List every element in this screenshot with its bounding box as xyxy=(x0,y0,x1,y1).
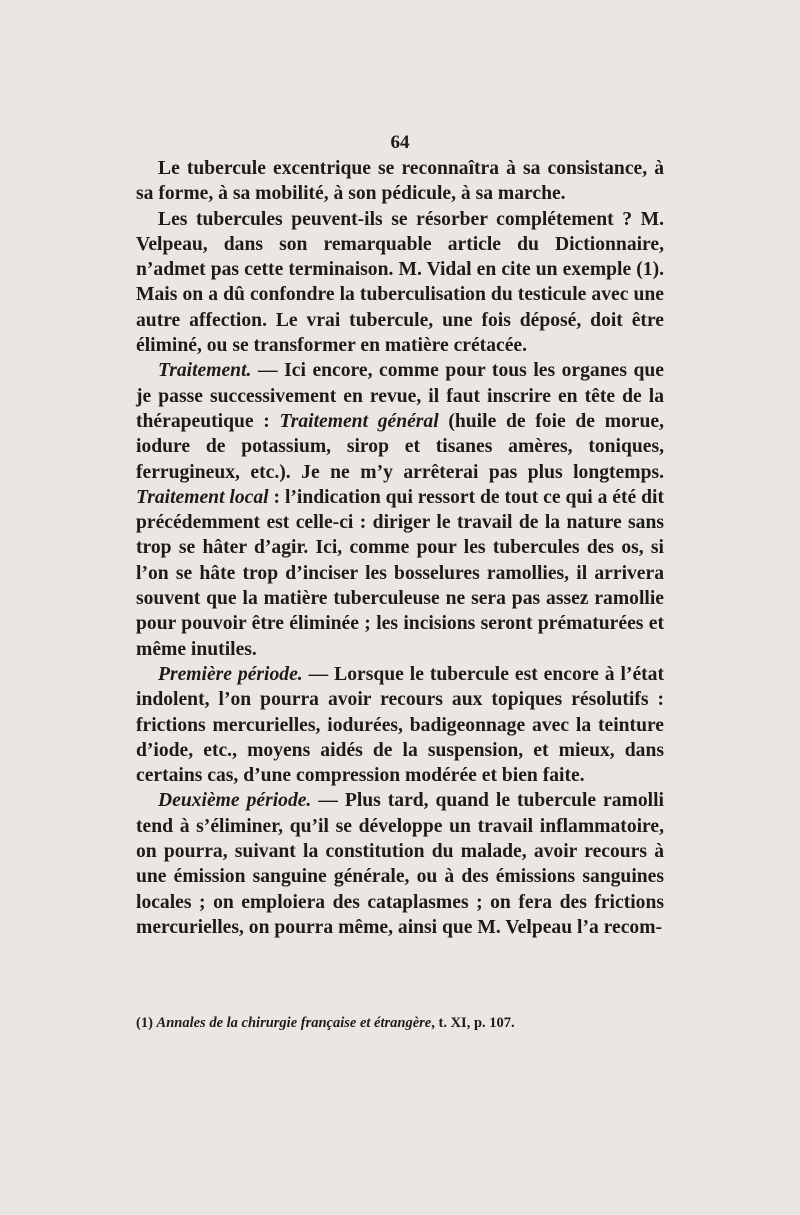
paragraph-text: Le tubercule excentrique se reconnaîtra à sa consistance, à sa forme, à sa mobilité, à son pédicule, à sa marche. xyxy=(136,158,664,205)
paragraph-text: : l’indication qui ressort de tout ce qui a été dit précédemment est celle-ci : diriger le travail de la nature sans trop se hâter d’agir. Ici, comme pour les tubercules des os, si l’on se hâte trop d’inciser les bosselures ramollies, il arrivera souvent que la matière tuberculeuse ne sera pas assez ramollie pour pouvoir être éliminée ; les incisions seront prématurées et même inutiles. xyxy=(136,486,664,660)
paragraph-treatment xyxy=(136,358,664,662)
paragraph-first-period xyxy=(136,662,664,788)
page-number: 64 xyxy=(390,132,410,153)
section-heading-premiere-periode: Première période. xyxy=(158,663,303,685)
term-traitement-local: Traitement local xyxy=(136,486,269,508)
paragraph-text: Les tubercules peuvent-ils se résorber complétement ? M. Velpeau, dans son remarquable article du Dictionnaire, n’admet pas cette terminaison. M. Vidal en cite un exemple (1). Mais on a dû confondre la tuberculisation du testicule avec une autre affection. Le vrai tubercule, une fois déposé, doit être éliminé, ou se transformer en matière crétacée. xyxy=(136,208,664,357)
footnote xyxy=(136,1013,664,1033)
paragraph-excentric-tubercle xyxy=(136,156,664,207)
paragraph-text: (huile de foie de morue, iodure de potassium, sirop et tisanes amères, toniques, ferrugineux, etc.). Je ne m’y arrêterai pas plus longtemps. xyxy=(136,410,664,483)
footnote-marker: (1) xyxy=(136,1015,153,1031)
section-heading-traitement: Traitement. xyxy=(158,360,252,382)
paragraph-text: — Lorsque le tubercule est encore à l’état indolent, l’on pourra avoir recours aux topiques résolutifs : frictions mercurielles, iodurées, badigeonnage avec la teinture d’iode, etc., moyens aidés de la suspension, et mieux, dans certains cas, d’une compression modérée et bien faite. xyxy=(136,663,664,787)
footnote-journal-title: Annales de la chirurgie française et étrangère xyxy=(156,1015,432,1031)
footnote-text: , t. XI, p. 107. xyxy=(431,1015,515,1031)
paragraph-resorption xyxy=(136,207,664,359)
paragraph-text: — Ici encore, comme pour tous les organes que je passe successivement en revue, il faut inscrire en tête de la thérapeutique : xyxy=(136,360,664,432)
paragraph-text: — Plus tard, quand le tubercule ramolli tend à s’éliminer, qu’il se développe un travail inflammatoire, on pourra, suivant la constitution du malade, avoir recours à une émission sanguine générale, ou à des émissions sanguines locales ; on emploiera des cataplasmes ; on fera des frictions mercurielles, on pourra même, ainsi que M. Velpeau l’a recom- xyxy=(136,790,664,938)
body-text xyxy=(136,156,664,940)
term-traitement-general: Traitement général xyxy=(279,410,439,432)
paragraph-second-period xyxy=(136,788,664,940)
section-heading-deuxieme-periode: Deuxième période. xyxy=(158,790,312,812)
